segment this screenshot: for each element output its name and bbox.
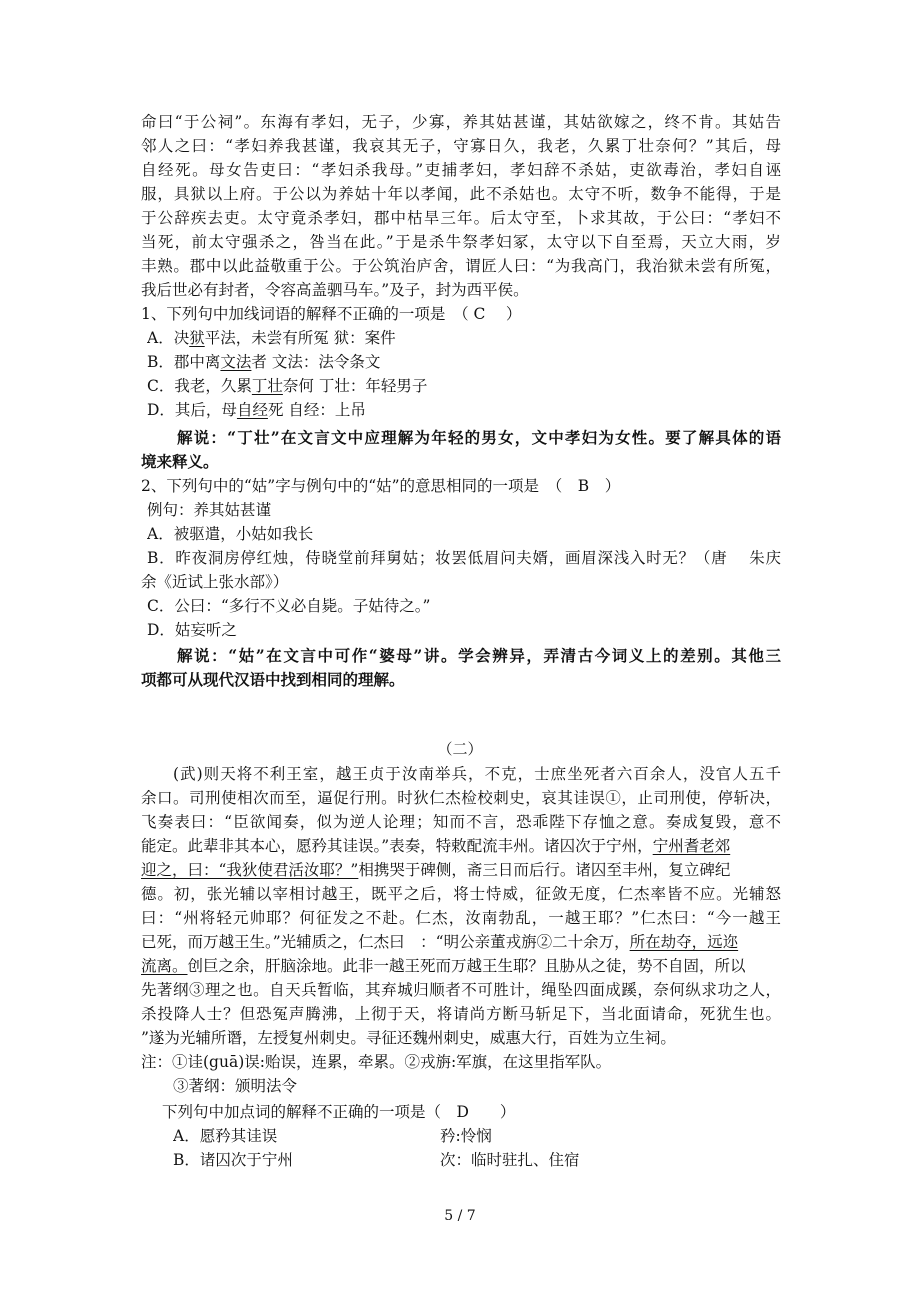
section2-option-a-text: A．愿矜其诖误 [173, 1127, 278, 1145]
q1-option-d-post: 死 自经：上吊 [267, 401, 366, 419]
q1-option-c-pre: C．我老，久累 [147, 377, 252, 395]
passage1-line-5: 于公辞疾去吏。太守竟杀孝妇，郡中枯旱三年。后太守至，卜求其故，于公曰：“孝妇不 [141, 209, 781, 227]
q1-explain-line-1: 解说：“丁壮”在文言文中应理解为年轻的男女，文中孝妇为女性。要了解具体的语 [177, 428, 781, 447]
section2-line-7: 曰：“州将轻元帅耶？何征发之不赴。仁杰，汝南勃乱，一越王耶？”仁杰曰：“今一越王 [141, 909, 781, 927]
section2-option-b-text: B．诸囚次于宁州 [173, 1151, 293, 1169]
section2-option-a [173, 1124, 773, 1148]
section2-line-4 [141, 834, 781, 858]
q1-option-d [147, 398, 787, 422]
passage1-line-7: 丰熟。郡中以此益敬重于公。于公筑治庐舍，谓匠人曰：“为我高门，我治狱未尝有所冤， [141, 257, 781, 275]
section2-line-8 [141, 930, 781, 954]
section2-line-12: ”遂为光辅所谮，左授复州刺史。寻征还魏州刺史，威惠大行，百姓为立生祠。 [141, 1029, 676, 1047]
q2-option-b-line-1: B．昨夜洞房停红烛，侍晓堂前拜舅姑；妆罢低眉问夫婿，画眉深浅入时无？（唐 朱庆 [147, 549, 781, 567]
q1-option-d-pre: D．其后，母 [147, 401, 237, 419]
q1-option-c-underlined: 丁壮 [251, 377, 283, 395]
section2-question-stem: 下列句中加点词的解释不正确的一项是（ D ） [162, 1103, 516, 1121]
q1-option-d-underlined: 自经 [236, 401, 268, 419]
section2-line-4-underlined: 宁州耆老郊 [652, 837, 731, 855]
q2-option-d: D．姑妄听之 [147, 621, 237, 639]
q1-option-a-underlined: 狱 [189, 329, 205, 347]
section2-line-8-text: 已死，而万越王生。”光辅质之，仁杰曰 ：“明公亲董戎旃②二十余万， [141, 933, 630, 951]
q1-stem: 1、下列句中加线词语的解释不正确的一项是 （ C ） [141, 305, 522, 323]
section2-line-5 [141, 858, 781, 882]
passage1-line-2: 邻人之曰：“孝妇养我甚谨，我哀其无子，守寡日久，我老，久累丁壮奈何？”其后，母 [141, 137, 781, 155]
q1-option-a-pre: A．决 [147, 329, 190, 347]
section2-line-4-text: 能定。此辈非其本心，愿矜其诖误。”表奏，特敕配流丰州。诸囚次于宁州， [141, 837, 653, 855]
section2-option-b [173, 1148, 773, 1172]
passage1-line-6: 当死，前太守强杀之，咎当在此。”于是杀牛祭孝妇冢，太守以下自至焉，天立大雨，岁 [141, 233, 781, 251]
section2-option-a-gloss: 矜:怜悯 [440, 1127, 492, 1145]
passage1-line-4: 服，具狱以上府。于公以为养姑十年以孝闻，此不杀姑也。太守不听，数争不能得，于是 [141, 185, 781, 203]
q2-option-a: A．被驱遣，小姑如我长 [147, 525, 314, 543]
section2-line-8-underlined: 所在劫夺，远迩 [629, 933, 739, 951]
q1-option-b-pre: B．郡中离 [147, 353, 221, 371]
passage1-line-3: 自经死。母女告吏曰：“孝妇杀我母。”吏捕孝妇，孝妇辞不杀姑，吏欲毒治，孝妇自诬 [141, 161, 781, 179]
q1-explain-line-2: 境来释义。 [141, 452, 219, 471]
section2-line-10: 先著纲③理之也。自天兵暂临，其弃城归顺者不可胜计，绳坠四面成蹊，奈何纵求功之人， [141, 981, 781, 999]
q1-option-a [147, 326, 787, 350]
q1-option-c [147, 374, 787, 398]
q1-option-a-post: 平法，未尝有所冤 狱：案件 [204, 329, 396, 347]
q1-option-b-underlined: 文法 [220, 353, 252, 371]
section2-line-5-underlined: 迎之，曰：“我狄使君活汝耶？” [141, 861, 359, 879]
q2-option-c: C．公曰：“多行不义必自毙。子姑待之。” [147, 597, 431, 615]
section-title: （二） [437, 740, 483, 758]
section2-line-5-text: 相携哭于碑侧，斋三日而后行。诸囚至丰州，复立碑纪 [358, 861, 731, 879]
section2-line-9 [141, 954, 781, 978]
section2-option-b-gloss: 次：临时驻扎、住宿 [440, 1151, 580, 1169]
section2-line-11: 杀投降人士？但恐冤声腾沸，上彻于天，将请尚方断马斩足下，当北面请命，死犹生也。 [141, 1005, 781, 1023]
q1-option-b-post: 者 文法：法令条文 [251, 353, 381, 371]
section2-line-3: 飞奏表曰：“臣欲闻奏，似为逆人论理；知而不言，恐乖陛下存恤之意。奏成复毁，意不 [141, 813, 781, 831]
q2-option-b-line-2: 余《近试上张水部》） [141, 573, 289, 591]
section2-line-6: 德。初，张光辅以宰相讨越王，既平之后，将士恃威，征敛无度，仁杰率皆不应。光辅怒 [141, 885, 781, 903]
q2-example: 例句：养其姑甚谨 [147, 501, 272, 519]
q2-explain-line-2: 项都可从现代汉语中找到相同的理解。 [141, 670, 405, 689]
section2-note-2: ③著纲：颁明法令 [173, 1077, 298, 1095]
q1-option-b [147, 350, 787, 374]
passage1-line-1: 命曰“于公祠”。东海有孝妇，无子，少寡，养其姑甚谨，其姑欲嫁之，终不肯。其姑告 [141, 113, 781, 131]
page-number: 5 / 7 [444, 1208, 476, 1224]
passage1-line-8: 我后世必有封者，令容高盖驷马车。”及子，封为西平侯。 [141, 281, 529, 299]
q2-explain-line-1: 解说：“姑”在文言中可作“婆母”讲。学会辨异，弄清古今词义上的差别。其他三 [177, 646, 781, 665]
section2-line-9-underlined: 流离。 [141, 957, 188, 975]
section2-line-9-text: 创巨之余，肝脑涂地。此非一越王死而万越王生耶？且胁从之徒，势不自固，所以 [187, 957, 746, 975]
q1-option-c-post: 奈何 丁壮：年轻男子 [282, 377, 428, 395]
section2-line-1: (武)则天将不利王室，越王贞于汝南举兵，不克，士庶坐死者六百余人，没官人五千 [173, 765, 781, 783]
section2-note-1: 注：①诖(guā)误:贻误，连累，牵累。②戎旃:军旗，在这里指军队。 [141, 1053, 612, 1071]
q2-stem: 2、下列句中的“姑”字与例句中的“姑”的意思相同的一项是 （ B ） [141, 477, 621, 495]
section2-line-2: 余口。司刑使相次而至，逼促行刑。时狄仁杰检校刺史，哀其诖误①，止司刑使，停斩决， [141, 789, 781, 807]
